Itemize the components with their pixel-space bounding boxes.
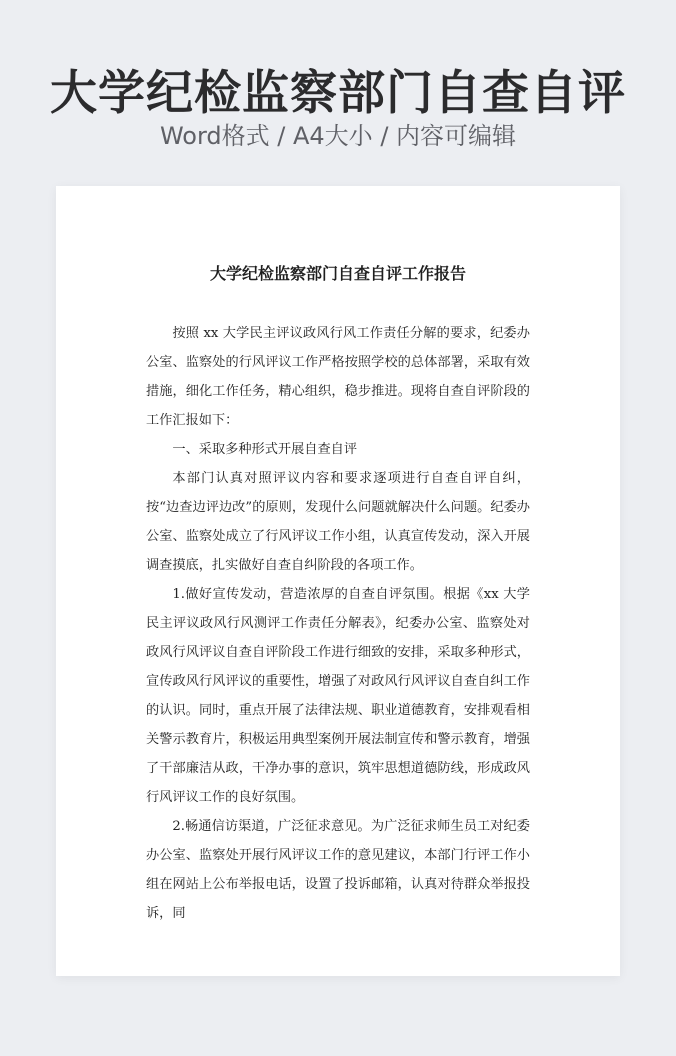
body-paragraph: 本部门认真对照评议内容和要求逐项进行自查自评自纠，按“边查边评边改”的原则，发现什么问题就解决什么问题。纪委办公室、监察处成立了行风评议工作小组，认真宣传发动，深入开展调查摸底，扎实做好自查自纠阶段的各项工作。 bbox=[146, 471, 530, 573]
document-body bbox=[146, 319, 530, 928]
body-paragraph: 1.做好宣传发动，营造浓厚的自查自评氛围。根据《xx 大学民主评议政风行风测评工作责任分解表》，纪委办公室、监察处对政风行风评议自查自评阶段工作进行细致的安排，采取多种形式，宣传政风行风评议的重要性，增强了对政风行风评议自查自纠工作的认识。同时，重点开展了法律法规、职业道德教育，安排观看相关警示教育片，积极运用典型案例开展法制宣传和警示教育，增强了干部廉洁从政，干净办事的意识，筑牢思想道德防线，形成政风行风评议工作的良好氛围。 bbox=[146, 587, 530, 805]
body-paragraph: 2.畅通信访渠道，广泛征求意见。为广泛征求师生员工对纪委办公室、监察处开展行风评议工作的意见建议，本部门行评工作小组在网站上公布举报电话，设置了投诉邮箱，认真对待群众举报投诉，同 bbox=[146, 819, 530, 921]
document-title: 大学纪检监察部门自查自评工作报告 bbox=[209, 264, 466, 283]
banner-subtitle: Word格式 / A4大小 / 内容可编辑 bbox=[159, 122, 517, 150]
document-page bbox=[56, 186, 620, 976]
section-heading-1: 一、采取多种形式开展自查自评 bbox=[172, 442, 358, 457]
banner-title: 大学纪检监察部门自查自评 bbox=[50, 66, 626, 121]
intro-paragraph: 按照 xx 大学民主评议政风行风工作责任分解的要求，纪委办公室、监察处的行风评议工作严格按照学校的总体部署，采取有效措施，细化工作任务，精心组织，稳步推进。现将自查自评阶段的工作汇报如下： bbox=[146, 326, 530, 428]
